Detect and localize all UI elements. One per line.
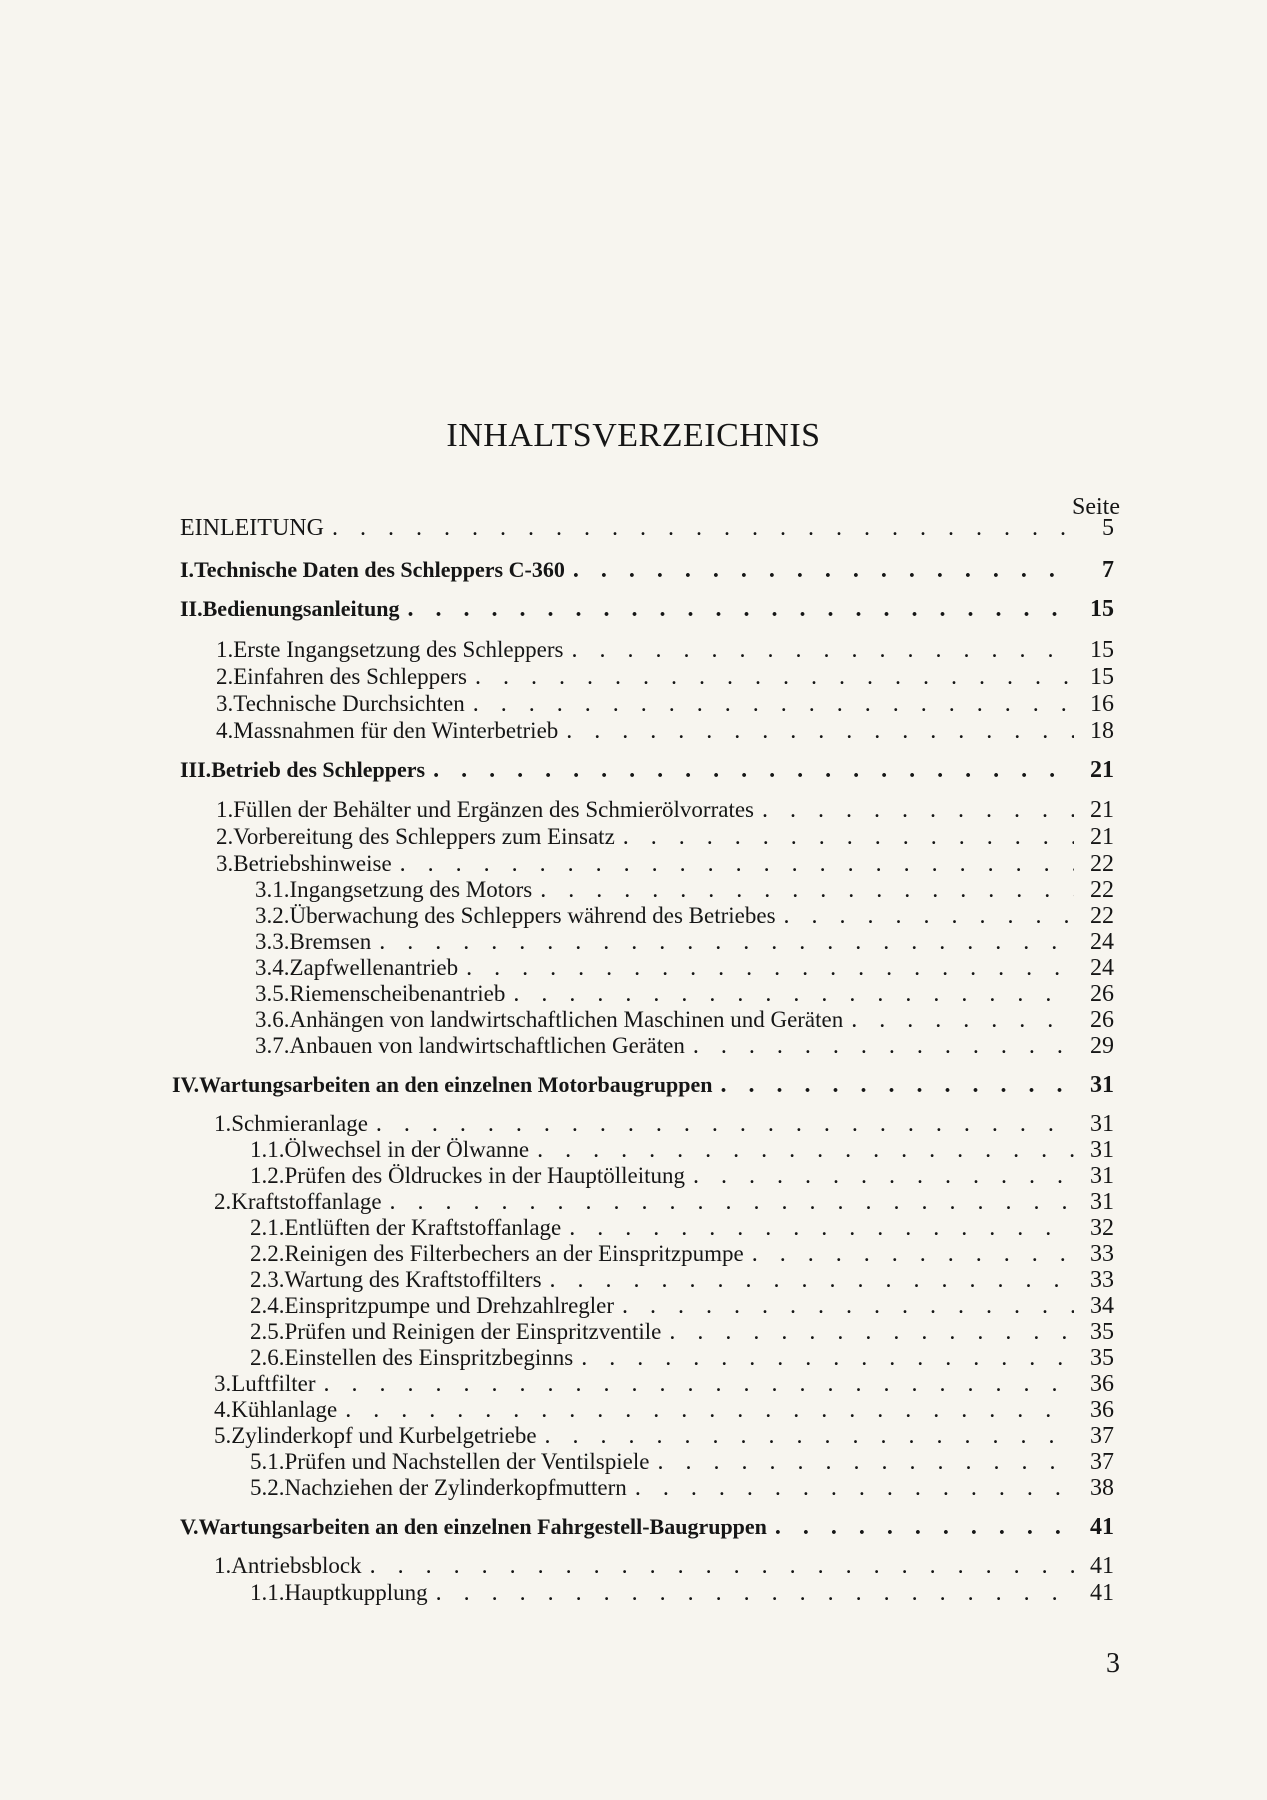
dot-leader xyxy=(614,1293,1074,1320)
entry-page: 31 xyxy=(1090,1137,1114,1163)
dot-leader xyxy=(399,596,1074,623)
entry-number: 4. xyxy=(214,1397,232,1422)
entry-page: 24 xyxy=(1090,955,1114,981)
dot-leader xyxy=(627,1475,1074,1502)
dot-leader xyxy=(467,664,1074,691)
entry-title: Kraftstoffanlage xyxy=(231,1189,382,1214)
dot-leader xyxy=(458,955,1074,982)
entry-title: Einspritzpumpe und Drehzahlregler xyxy=(284,1293,615,1318)
dot-leader xyxy=(563,637,1074,664)
dot-leader xyxy=(615,824,1074,851)
entry-page: 32 xyxy=(1090,1215,1114,1241)
toc-entry xyxy=(250,1163,1114,1191)
entry-number: 2.4. xyxy=(250,1293,285,1318)
dot-leader xyxy=(776,903,1074,930)
dot-leader xyxy=(685,1163,1074,1190)
entry-title: Prüfen und Nachstellen der Ventilspiele xyxy=(284,1449,650,1474)
toc-entry xyxy=(250,1475,1114,1503)
entry-title: Füllen der Behälter und Ergänzen des Schmierölvorrates xyxy=(233,797,754,822)
entry-page: 7 xyxy=(1102,557,1114,583)
entry-title: Wartungsarbeiten an den einzelnen Fahrgestell-Baugruppen xyxy=(198,1514,767,1539)
toc-entry xyxy=(250,1293,1114,1321)
dot-leader xyxy=(428,1580,1074,1607)
entry-page: 24 xyxy=(1090,929,1114,955)
entry-page: 41 xyxy=(1090,1553,1114,1579)
dot-leader xyxy=(542,1267,1074,1294)
toc-entry xyxy=(250,1319,1114,1347)
toc-entry xyxy=(214,1189,1114,1217)
entry-number: 3. xyxy=(216,691,234,716)
dot-leader xyxy=(425,757,1074,784)
entry-title: Riemenscheibenantrieb xyxy=(289,981,506,1006)
toc-entry xyxy=(180,1514,1114,1542)
entry-number: 3. xyxy=(214,1371,232,1396)
entry-page: 37 xyxy=(1090,1423,1114,1449)
entry-title: Nachziehen der Zylinderkopfmuttern xyxy=(284,1475,627,1500)
entry-number: 3.2. xyxy=(255,903,290,928)
entry-page: 41 xyxy=(1090,1580,1114,1606)
page-number: 3 xyxy=(1106,1648,1120,1679)
entry-number: 4. xyxy=(216,718,234,743)
entry-page: 34 xyxy=(1090,1293,1114,1319)
entry-page: 18 xyxy=(1090,718,1114,744)
dot-leader xyxy=(392,851,1074,878)
entry-number: 3.6. xyxy=(255,1007,290,1032)
page-column-header: Seite xyxy=(1072,494,1120,520)
entry-title: Einstellen des Einspritzbeginns xyxy=(284,1345,574,1370)
entry-title: Prüfen des Öldruckes in der Hauptölleitung xyxy=(284,1163,685,1188)
entry-title: Wartung des Kraftstoffilters xyxy=(284,1267,542,1292)
entry-number: 2.3. xyxy=(250,1267,285,1292)
entry-number: 1. xyxy=(214,1111,232,1136)
entry-page: 38 xyxy=(1090,1475,1114,1501)
entry-number: 2. xyxy=(216,664,234,689)
dot-leader xyxy=(565,557,1074,584)
dot-leader xyxy=(661,1319,1074,1346)
entry-number: 3.7. xyxy=(255,1033,290,1058)
entry-title: Ingangsetzung des Motors xyxy=(289,877,533,902)
entry-number: 5. xyxy=(214,1423,232,1448)
entry-page: 22 xyxy=(1090,851,1114,877)
entry-title: Vorbereitung des Schleppers zum Einsatz xyxy=(233,824,615,849)
entry-title: Technische Durchsichten xyxy=(233,691,465,716)
entry-page: 31 xyxy=(1090,1072,1114,1098)
dot-leader xyxy=(713,1072,1075,1099)
dot-leader xyxy=(532,877,1074,904)
dot-leader xyxy=(754,797,1074,824)
dot-leader xyxy=(529,1137,1074,1164)
entry-title: Ölwechsel in der Ölwanne xyxy=(284,1137,530,1162)
entry-number: 1.2. xyxy=(250,1163,285,1188)
toc-entry xyxy=(180,515,1114,543)
entry-page: 31 xyxy=(1090,1163,1114,1189)
entry-title: Bremsen xyxy=(289,929,372,954)
entry-page: 26 xyxy=(1090,1007,1114,1033)
toc-entry xyxy=(250,1449,1114,1477)
entry-title: Hauptkupplung xyxy=(284,1580,428,1605)
toc-entry xyxy=(214,1397,1114,1425)
entry-number: 2.6. xyxy=(250,1345,285,1370)
entry-number: 2.5. xyxy=(250,1319,285,1344)
toc-entry xyxy=(255,981,1114,1009)
dot-leader xyxy=(537,1423,1074,1450)
toc-entry xyxy=(250,1137,1114,1165)
entry-number: 1. xyxy=(214,1553,232,1578)
toc-entry xyxy=(216,637,1114,665)
toc-entry xyxy=(216,718,1114,746)
entry-page: 33 xyxy=(1090,1241,1114,1267)
entry-number: 3. xyxy=(216,851,234,876)
entry-page: 36 xyxy=(1090,1371,1114,1397)
entry-page: 31 xyxy=(1090,1189,1114,1215)
entry-number: 1. xyxy=(216,637,234,662)
dot-leader xyxy=(371,929,1074,956)
entry-page: 41 xyxy=(1090,1514,1114,1540)
entry-title: Luftfilter xyxy=(231,1371,316,1396)
entry-title: Betrieb des Schleppers xyxy=(211,757,426,782)
entry-title: Betriebshinweise xyxy=(233,851,392,876)
dot-leader xyxy=(843,1007,1074,1034)
dot-leader xyxy=(561,1215,1074,1242)
toc-entry xyxy=(250,1580,1114,1608)
dot-leader xyxy=(649,1449,1074,1476)
entry-number: III. xyxy=(180,757,212,782)
entry-number: 2. xyxy=(216,824,234,849)
toc-entry xyxy=(250,1267,1114,1295)
toc-entry xyxy=(214,1111,1114,1139)
dot-leader xyxy=(465,691,1074,718)
entry-page: 15 xyxy=(1090,637,1114,663)
dot-leader xyxy=(505,981,1074,1008)
dot-leader xyxy=(362,1553,1074,1580)
entry-page: 33 xyxy=(1090,1267,1114,1293)
entry-number: 5.2. xyxy=(250,1475,285,1500)
toc-entry xyxy=(255,903,1114,931)
dot-leader xyxy=(685,1033,1074,1060)
toc-entry xyxy=(172,1072,1114,1100)
toc-entry xyxy=(216,851,1114,879)
entry-page: 37 xyxy=(1090,1449,1114,1475)
entry-title: Reinigen des Filterbechers an der Einspritzpumpe xyxy=(284,1241,744,1266)
toc-entry xyxy=(255,929,1114,957)
toc-entry xyxy=(214,1553,1114,1581)
entry-page: 15 xyxy=(1090,596,1114,622)
entry-page: 22 xyxy=(1090,903,1114,929)
entry-page: 22 xyxy=(1090,877,1114,903)
toc-entry xyxy=(180,596,1114,624)
entry-title: Kühlanlage xyxy=(231,1397,338,1422)
toc-entry xyxy=(255,955,1114,983)
entry-number: 3.5. xyxy=(255,981,290,1006)
entry-title: Wartungsarbeiten an den einzelnen Motorbaugruppen xyxy=(199,1072,713,1097)
toc-entry xyxy=(255,1007,1114,1035)
toc-entry xyxy=(255,1033,1114,1061)
entry-title: Technische Daten des Schleppers C-360 xyxy=(194,557,565,582)
entry-page: 16 xyxy=(1090,691,1114,717)
toc-entry xyxy=(214,1371,1114,1399)
toc-entry xyxy=(216,691,1114,719)
entry-title: Prüfen und Reinigen der Einspritzventile xyxy=(284,1319,662,1344)
entry-number: I. xyxy=(180,557,195,582)
entry-number: 3.3. xyxy=(255,929,290,954)
entry-number: IV. xyxy=(172,1072,200,1097)
dot-leader xyxy=(767,1514,1074,1541)
entry-number: 2.1. xyxy=(250,1215,285,1240)
dot-leader xyxy=(382,1189,1074,1216)
entry-number: 2. xyxy=(214,1189,232,1214)
entry-page: 21 xyxy=(1090,757,1114,783)
entry-number: II. xyxy=(180,596,203,621)
toc-entry xyxy=(250,1215,1114,1243)
entry-title: Überwachung des Schleppers während des Betriebes xyxy=(289,903,776,928)
entry-title: Zapfwellenantrieb xyxy=(289,955,459,980)
entry-page: 29 xyxy=(1090,1033,1114,1059)
toc-entry xyxy=(250,1241,1114,1269)
entry-page: 35 xyxy=(1090,1345,1114,1371)
entry-page: 35 xyxy=(1090,1319,1114,1345)
entry-title: Einfahren des Schleppers xyxy=(233,664,468,689)
entry-title: Schmieranlage xyxy=(231,1111,368,1136)
toc-entry xyxy=(180,757,1114,785)
toc-entry xyxy=(250,1345,1114,1373)
entry-title: EINLEITUNG xyxy=(180,515,324,541)
entry-title: Anhängen von landwirtschaftlichen Maschinen und Geräten xyxy=(289,1007,844,1032)
entry-number: 5.1. xyxy=(250,1449,285,1474)
toc-entry xyxy=(180,557,1114,585)
entry-page: 31 xyxy=(1090,1111,1114,1137)
entry-title: Anbauen von landwirtschaftlichen Geräten xyxy=(289,1033,685,1058)
dot-leader xyxy=(337,1397,1074,1424)
entry-number: 1.1. xyxy=(250,1137,285,1162)
toc-entry xyxy=(214,1423,1114,1451)
dot-leader xyxy=(368,1111,1074,1138)
entry-number: 3.1. xyxy=(255,877,290,902)
entry-number: 2.2. xyxy=(250,1241,285,1266)
dot-leader xyxy=(744,1241,1074,1268)
entry-number: V. xyxy=(180,1514,199,1539)
entry-title: Bedienungsanleitung xyxy=(202,596,400,621)
entry-page: 36 xyxy=(1090,1397,1114,1423)
entry-number: 1.1. xyxy=(250,1580,285,1605)
entry-title: Erste Ingangsetzung des Schleppers xyxy=(233,637,564,662)
entry-number: 1. xyxy=(216,797,234,822)
toc-entry xyxy=(216,664,1114,692)
entry-page: 5 xyxy=(1102,515,1114,541)
entry-page: 15 xyxy=(1090,664,1114,690)
entry-page: 26 xyxy=(1090,981,1114,1007)
entry-page: 21 xyxy=(1090,797,1114,823)
entry-title: Entlüften der Kraftstoffanlage xyxy=(284,1215,562,1240)
entry-title: Zylinderkopf und Kurbelgetriebe xyxy=(231,1423,537,1448)
dot-leader xyxy=(558,718,1074,745)
toc-entry xyxy=(216,824,1114,852)
page-title: INHALTSVERZEICHNIS xyxy=(446,417,821,454)
entry-number: 3.4. xyxy=(255,955,290,980)
entry-title: Massnahmen für den Winterbetrieb xyxy=(233,718,559,743)
entry-title: Antriebsblock xyxy=(231,1553,362,1578)
toc-entry xyxy=(255,877,1114,905)
toc-entry xyxy=(216,797,1114,825)
dot-leader xyxy=(316,1371,1074,1398)
entry-page: 21 xyxy=(1090,824,1114,850)
dot-leader xyxy=(324,515,1074,542)
dot-leader xyxy=(573,1345,1074,1372)
